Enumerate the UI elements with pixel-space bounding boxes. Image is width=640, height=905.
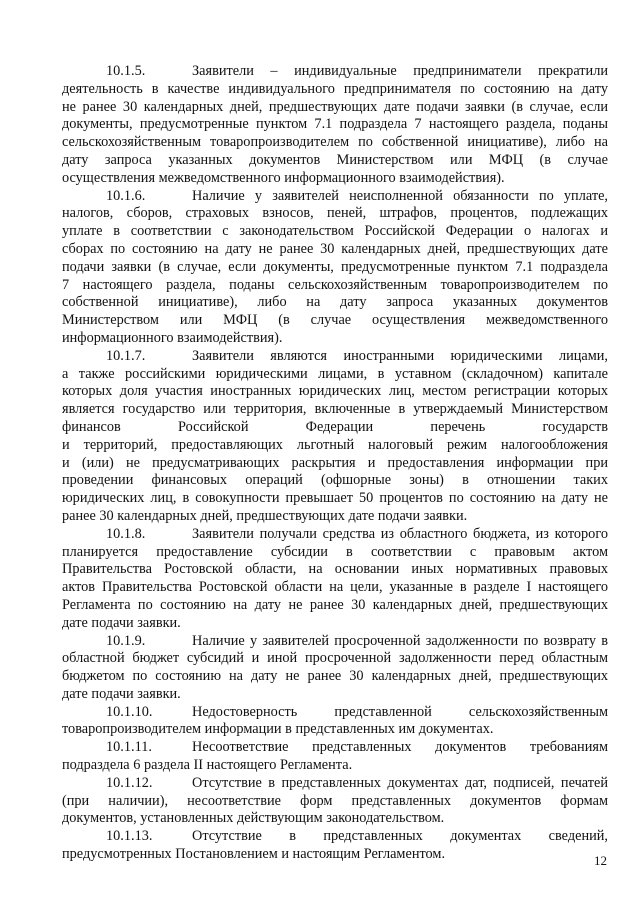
text-line	[62, 419, 608, 437]
text-line	[62, 99, 608, 117]
regulation-paragraph	[62, 348, 608, 526]
paragraph-number: 10.1.9.	[106, 632, 146, 649]
text-line	[62, 472, 608, 490]
text-line	[62, 561, 608, 579]
line-text: Правительства Ростовской области, на основании иных нормативных правовых	[62, 561, 608, 578]
line-text: документы, предусмотренные пунктом 7.1 подраздела 7 настоящего раздела, поданы	[62, 116, 608, 133]
regulation-paragraph	[62, 704, 608, 740]
line-text: юридических лиц, в совокупности превышает 50 процентов по состоянию на дату не	[62, 490, 608, 507]
text-line	[62, 259, 608, 277]
line-text: Заявители – индивидуальные предприниматели прекратили	[192, 63, 608, 79]
text-line	[62, 277, 608, 295]
text-line	[62, 241, 608, 259]
text-line	[62, 810, 608, 828]
regulation-paragraph	[62, 188, 608, 348]
text-line	[62, 152, 608, 170]
text-line	[62, 348, 608, 366]
line-text: Несоответствие представленных документов требованиям	[192, 739, 608, 756]
line-text: Наличие у заявителей неисполненной обязанности по уплате,	[192, 187, 608, 204]
text-line	[62, 134, 608, 152]
text-line	[62, 775, 608, 793]
line-text: Отсутствие в представленных документах сведений,	[192, 828, 608, 845]
line-text: сельскохозяйственным товаропроизводителем по собственной инициативе), либо на	[62, 134, 608, 151]
text-line	[62, 437, 608, 455]
text-line	[62, 615, 608, 633]
text-line	[62, 579, 608, 597]
text-line	[62, 828, 608, 846]
text-line	[62, 170, 608, 188]
paragraph-number: 10.1.12.	[106, 774, 153, 791]
text-line	[62, 312, 608, 330]
line-text: Заявители являются иностранными юридическими лицами,	[192, 347, 608, 364]
line-text: сборах по состоянию на дату не ранее 30 календарных дней, предшествующих дате	[62, 240, 608, 257]
paragraph-number: 10.1.10.	[106, 703, 153, 720]
line-text: ранее 30 календарных дней, предшествующих дате подачи заявки.	[62, 507, 468, 524]
regulation-paragraph	[62, 526, 608, 633]
line-text: налогов, сборов, страховых взносов, пеней, штрафов, процентов, подлежащих	[62, 205, 608, 222]
line-text: документов, установленных действующим законодательством.	[62, 810, 445, 827]
text-line	[62, 366, 608, 384]
text-line	[62, 63, 608, 81]
text-line	[62, 188, 608, 206]
line-text: Министерством или МФЦ (в случае осуществления межведомственного	[62, 312, 608, 329]
regulation-paragraph	[62, 63, 608, 188]
line-text: Наличие у заявителей просроченной задолженности по возврату в	[192, 632, 608, 649]
text-line	[62, 455, 608, 473]
text-line	[62, 490, 608, 508]
line-text: дате подачи заявки.	[62, 685, 181, 702]
text-line	[62, 383, 608, 401]
text-line	[62, 401, 608, 419]
text-line	[62, 633, 608, 651]
regulation-paragraph	[62, 739, 608, 775]
line-text: а также российскими юридическими лицами, в уставном (складочном) капитале	[62, 365, 608, 382]
line-text: бюджетом по состоянию на дату не ранее 30 календарных дней, предшествующих	[62, 668, 608, 685]
line-text: Недостоверность представленной сельскохозяйственным	[192, 703, 608, 720]
line-text: собственной инициативе), либо на дату запроса указанных документов	[62, 294, 608, 311]
text-line	[62, 686, 608, 704]
line-text: Отсутствие в представленных документах дат, подписей, печатей	[192, 774, 608, 791]
line-text: предусмотренных Постановлением и настоящим Регламентом.	[62, 846, 446, 863]
regulation-paragraph	[62, 775, 608, 828]
line-text: дату запроса указанных документов Министерством или МФЦ (в случае	[62, 151, 608, 168]
line-text: является государство или территория, включенные в утверждаемый Министерством	[62, 401, 608, 418]
line-text: деятельность в качестве индивидуального предпринимателя по состоянию на дату	[62, 80, 608, 97]
text-line	[62, 704, 608, 722]
text-line	[62, 793, 608, 811]
text-line	[62, 116, 608, 134]
line-text: финансов Российской Федерации перечень государств	[62, 418, 608, 435]
line-text: Регламента по состоянию на дату не ранее 30 календарных дней, предшествующих	[62, 596, 608, 613]
text-line	[62, 526, 608, 544]
line-text: и территорий, предоставляющих льготный налоговый режим налогообложения	[62, 436, 608, 453]
line-text: планируется предоставление субсидии в соответствии с правовым актом	[62, 543, 608, 560]
text-line	[62, 668, 608, 686]
line-text: не ранее 30 календарных дней, предшествующих дате подачи заявки (в случае, если	[62, 98, 608, 115]
regulation-paragraph	[62, 828, 608, 864]
paragraph-number: 10.1.8.	[106, 525, 146, 542]
text-line	[62, 846, 608, 864]
line-text: осуществления межведомственного информационного взаимодействия).	[62, 169, 505, 186]
line-text: (при наличии), несоответствие форм представленных документов формам	[62, 792, 608, 809]
text-line	[62, 81, 608, 99]
line-text: которых доля участия иностранных юридических лиц, местом регистрации которых	[62, 383, 608, 400]
paragraph-number: 10.1.7.	[106, 347, 146, 364]
paragraph-number: 10.1.13.	[106, 828, 153, 845]
line-text: Заявители получали средства из областного бюджета, из которого	[192, 525, 608, 542]
document-body	[62, 63, 608, 864]
text-line	[62, 597, 608, 615]
line-text: 7 настоящего раздела, поданы сельскохозяйственным товаропроизводителем по	[62, 276, 608, 293]
text-line	[62, 294, 608, 312]
regulation-paragraph	[62, 633, 608, 704]
line-text: товаропроизводителем информации в представленных им документах.	[62, 721, 494, 738]
text-line	[62, 223, 608, 241]
line-text: подраздела 6 раздела II настоящего Регламента.	[62, 757, 353, 774]
line-text: актов Правительства Ростовской области на цели, указанные в разделе I настоящего	[62, 579, 608, 596]
paragraph-number: 10.1.5.	[106, 63, 146, 79]
paragraph-number: 10.1.6.	[106, 187, 146, 204]
text-line	[62, 544, 608, 562]
line-text: дате подачи заявки.	[62, 614, 181, 631]
text-line	[62, 721, 608, 739]
text-line	[62, 330, 608, 348]
line-text: подачи заявки (в случае, если документы, предусмотренные пунктом 7.1 подраздела	[62, 258, 608, 275]
line-text: информационного взаимодействия).	[62, 329, 283, 346]
line-text: проведении финансовых операций (офшорные зоны) в отношении таких	[62, 472, 608, 489]
text-line	[62, 757, 608, 775]
line-text: и (или) не предусматривающих раскрытия и предоставления информации при	[62, 454, 608, 471]
page-number: 12	[594, 853, 607, 868]
text-line	[62, 739, 608, 757]
line-text: областной бюджет субсидий и иной просроченной задолженности перед областным	[62, 650, 608, 667]
paragraph-number: 10.1.11.	[106, 739, 152, 756]
text-line	[62, 508, 608, 526]
text-line	[62, 650, 608, 668]
line-text: уплате в соответствии с законодательством Российской Федерации о налогах и	[62, 223, 608, 240]
text-line	[62, 205, 608, 223]
